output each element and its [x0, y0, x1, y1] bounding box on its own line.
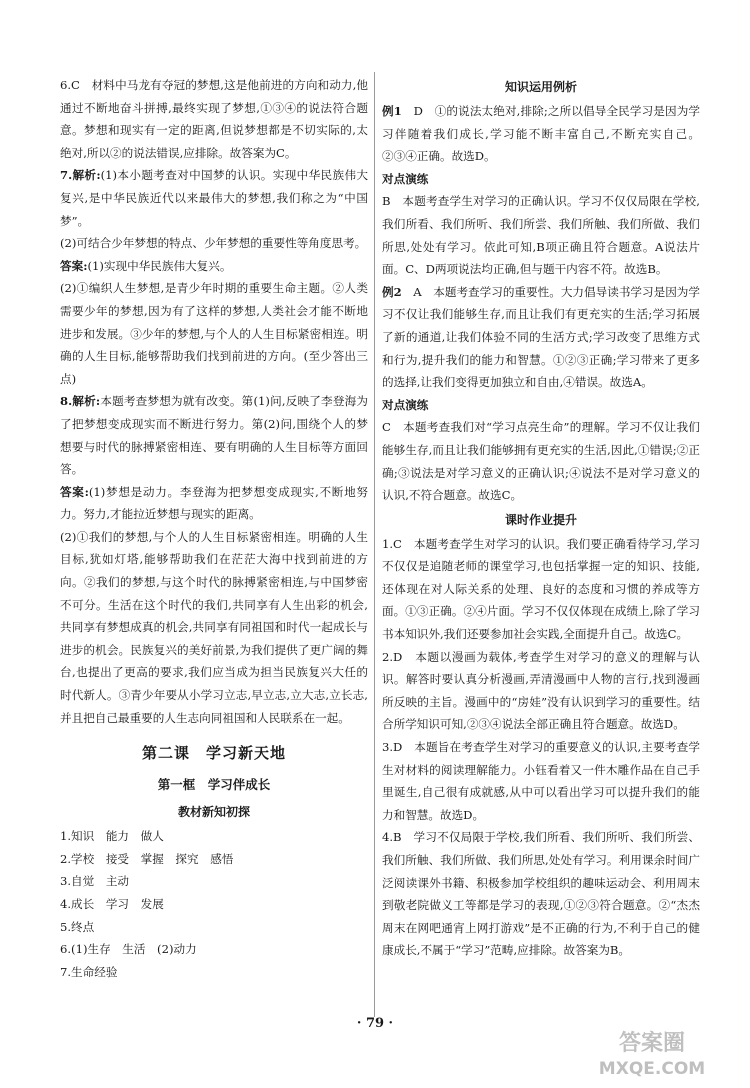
homework-item: 4.B 学习不仅局限于学校,我们所看、我们所听、我们所尝、我们所触、我们所做、我们所思,处处有学习。利用课余时间广泛阅读课外书籍、积极参加学校组织的趣味运动会、利用周末到敬老院做义工等都是学习的表现,①②③符合题意。②“杰杰周末在网吧通宵上网打游戏”是不正确的行为,不利于自己的健康成长,不属于“学习”范畴,应排除。故答案为B。 [382, 830, 700, 958]
watermark-line1: 答案圈 [618, 1031, 686, 1056]
section-heading: 知识运用例析 [504, 80, 577, 94]
knowledge-item: 6.(1)生存 生活 (2)动力 [60, 942, 197, 957]
new-knowledge-heading: 教材新知初探 [177, 805, 250, 820]
knowledge-item: 4.成长 学习 发展 [60, 897, 164, 911]
left-column [60, 74, 368, 983]
answer-item: 答案:(1)梦想是动力。李登海为把梦想变成现实,不断地努力。努力,才能拉近梦想与现实的距离。 [60, 484, 368, 522]
watermark-logo [572, 1024, 732, 1080]
homework-item: 3.D 本题旨在考查学生对学习的重要意义的认识,主要考查学生对材料的阅读理解能力。小钰看着又一件木雕作品在自己手里诞生,自己很有成就感,从中可以看出学习可以提升我们的能力和智慧。故选D。 [382, 740, 700, 822]
frame-title: 第一框 学习伴成长 [157, 777, 271, 793]
homework-item: 1.C 本题考查学生对学习的认识。我们要正确看待学习,学习不仅仅是追随老师的课堂学习,也包括掌握一定的知识、技能,还体现在对人际关系的处理、良好的态度和习惯的养成等方面。①③正确。②④片面。学习不仅仅体现在成绩上,除了学习书本知识外,我们还要参加社会实践,全面提升自己。故选C。 [382, 536, 700, 642]
homework-item: 2.D 本题以漫画为载体,考查学生对学习的意义的理解与认识。解答时要认真分析漫画,弄清漫画中人物的言行,找到漫画所反映的主旨。漫画中的“房娃”没有认识到学习的重要性。结合所学知识可知,②③④说法全部正确且符合题意。故选D。 [382, 649, 700, 732]
example-item: 例1 D ①的说法太绝对,排除;之所以倡导全民学习是因为学习伴随着我们成长,学习能不断丰富自己,不断充实自己。②③④正确。故选D。 [382, 104, 700, 164]
homework-heading: 课时作业提升 [504, 512, 577, 527]
knowledge-item: 1.知识 能力 做人 [60, 829, 164, 844]
knowledge-item: 2.学校 接受 掌握 探究 感悟 [60, 851, 234, 866]
watermark-line2: MXQE.COM [598, 1059, 706, 1079]
lesson-title: 第二课 学习新天地 [141, 744, 286, 763]
practice-heading: 对点演练 [382, 171, 429, 186]
answer-item: (2)①我们的梦想,与个人的人生目标紧密相连。明确的人生目标,犹如灯塔,能够帮助我们在茫茫大海中找到前进的方向。②我们的梦想,与这个时代的脉搏紧密相连,与中国梦密不可分。生活在这个时代的我们,共同享有人生出彩的机会,共同享有梦想成真的机会,共同享有同祖国和时代一起成长与进步的机会。民族复兴的美好前景,为我们提供了更广阔的舞台,也提出了更高的要求,我们应当成为担当民族复兴大任的时代新人。③青少年要从小学习立志,早立志,立大志,立长志,并且把自己最重要的人生志向同祖国和人民联系在一起。 [60, 529, 368, 725]
answer-item: 7.解析:(1)本小题考查对中国梦的认识。实现中华民族伟大复兴,是中华民族近代以来最伟大的梦想,我们称之为“中国梦”。 [60, 168, 368, 228]
practice-item: B 本题考查学生对学习的正确认识。学习不仅仅局限在学校,我们所看、我们所听、我们所尝、我们所触、我们所做、我们所思,处处有学习。依此可知,B项正确且符合题意。A说法片面。C、D两项说法均正确,但与题干内容不符。故选B。 [382, 194, 700, 277]
column-divider [374, 72, 375, 1017]
knowledge-item: 5.终点 [60, 919, 95, 934]
right-column [382, 74, 700, 962]
answer-item: (2)可结合少年梦想的特点、少年梦想的重要性等角度思考。 [60, 236, 367, 251]
practice-item: C 本题考查我们对“学习点亮生命”的理解。学习不仅让我们能够生存,而且让我们能够拥有更充实的生活,因此,①错误;②正确;③说法是对学习意义的正确认识;④说法不是对学习意义的认识,不符合题意。故选C。 [382, 420, 700, 503]
answer-item: (2)①编织人生梦想,是青少年时期的重要生命主题。②人类需要少年的梦想,因为有了这样的梦想,人类社会才能不断地进步和发展。③少年的梦想,与个人的人生目标紧密相连。明确的人生目标,能够帮助我们找到前进的方向。(至少答出三点) [60, 281, 368, 386]
answer-item: 8.解析:本题考查梦想为就有改变。第(1)问,反映了李登海为了把梦想变成现实而不断进行努力。第(2)问,围绕个人的梦想要与时代的脉搏紧密相连、要有明确的人生目标等方面回答。 [60, 394, 368, 477]
example-item: 例2 A 本题考查学习的重要性。大力倡导读书学习是因为学习不仅让我们能够生存,而且让我们有更充实的生活;学习拓展了新的通道,让我们体验不同的生活方式;学习改变了思维方式和行为,提升我们的能力和智慧。①②③正确;学习带来了更多的选择,让我们变得更加独立和自由,④错误。故选A。 [382, 284, 700, 390]
knowledge-item: 3.自觉 主动 [60, 874, 130, 889]
practice-heading: 对点演练 [382, 397, 429, 412]
answer-item: 答案:(1)实现中华民族伟大复兴。 [60, 258, 232, 273]
page-number: · 79 · [356, 1016, 394, 1031]
knowledge-item: 7.生命经验 [60, 964, 118, 979]
answer-item: 6.C 材料中马龙有夺冠的梦想,这是他前进的方向和动力,他通过不断地奋斗拼搏,最终实现了梦想,①③④的说法符合题意。梦想和现实有一定的距离,但说梦想都是不切实际的,太绝对,所以②的说法错误,应排除。故答案为C。 [60, 78, 368, 160]
